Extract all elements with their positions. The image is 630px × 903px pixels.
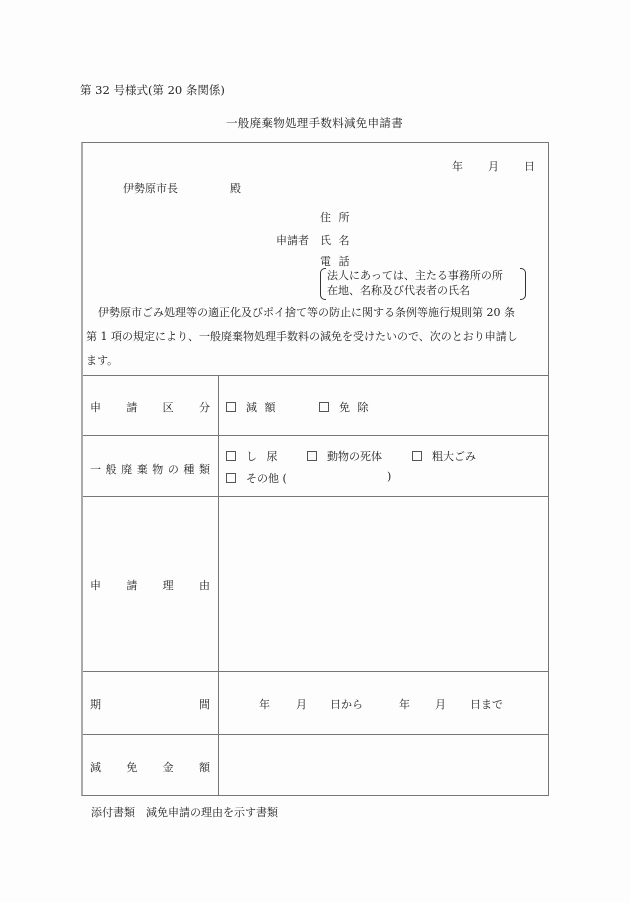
period-to-year: 年 <box>399 698 410 711</box>
date-day: 日 <box>524 160 535 173</box>
date-year: 年 <box>452 160 463 173</box>
other-close-paren: ) <box>387 470 392 483</box>
period-to-month: 月 <box>435 698 446 711</box>
addressee-honorific: 殿 <box>230 182 241 195</box>
body-text-line2: 第 1 項の規定により、一般廃棄物処理手数料の減免を受けたいので、次のとおり申請し <box>86 330 518 343</box>
label-char: 一 <box>90 463 101 476</box>
corporate-note-line1: 法人にあっては、主たる事務所の所 <box>327 269 503 282</box>
row-divider <box>83 435 548 436</box>
right-bracket <box>520 268 526 300</box>
label-char: 種 <box>183 463 195 476</box>
label-char: 申 <box>90 579 101 592</box>
label-char: 般 <box>105 463 117 476</box>
address-label: 住 所 <box>320 211 350 224</box>
body-text-line3: ます。 <box>86 354 119 367</box>
label-char: 理 <box>162 579 174 592</box>
label-char: 減 <box>90 761 101 774</box>
column-divider <box>218 375 219 796</box>
applicant-label: 申請者 <box>276 234 309 247</box>
amount-label <box>90 759 210 775</box>
period-to-day: 日まで <box>470 698 503 711</box>
checkbox-icon[interactable] <box>226 402 236 412</box>
corporate-note-line2: 在地、名称及び代表者の氏名 <box>327 284 470 297</box>
option-label: 免 除 <box>339 401 369 414</box>
label-char: 廃 <box>121 463 133 476</box>
period-from-month: 月 <box>296 698 307 711</box>
label-char: 申 <box>90 401 101 414</box>
label-char: 免 <box>126 761 138 774</box>
period-from-day: 日から <box>330 698 363 711</box>
label-char: 物 <box>152 463 164 476</box>
label-char: 区 <box>162 401 174 414</box>
label-char: 由 <box>198 579 210 592</box>
corporate-note <box>320 268 526 300</box>
label-char: 金 <box>162 761 174 774</box>
checkbox-icon[interactable] <box>319 402 329 412</box>
form-number: 第 32 号様式(第 20 条関係) <box>80 83 225 97</box>
option-label: し 尿 <box>246 450 278 463</box>
left-bracket <box>320 268 326 300</box>
row-divider <box>83 375 548 376</box>
label-char: の <box>167 463 179 476</box>
option-reduction[interactable] <box>226 399 276 415</box>
label-char: 間 <box>199 698 210 711</box>
option-night-soil[interactable] <box>226 448 278 464</box>
amount-field[interactable] <box>220 735 548 795</box>
option-label: その他 ( <box>246 472 287 485</box>
period-label <box>90 696 210 712</box>
reason-label <box>90 577 210 593</box>
checkbox-icon[interactable] <box>412 451 422 461</box>
label-char: 期 <box>90 698 101 711</box>
corporate-note-text <box>327 268 503 298</box>
option-animal-carcass[interactable] <box>307 448 382 464</box>
body-text-line1: 伊勢原市ごみ処理等の適正化及びポイ捨て等の防止に関する条例等施行規則第 20 条 <box>98 306 515 319</box>
label-char: 類 <box>198 463 210 476</box>
label-char: 請 <box>126 401 138 414</box>
period-from-year: 年 <box>259 698 270 711</box>
waste-type-label <box>90 461 210 477</box>
option-label: 減 額 <box>246 401 276 414</box>
name-label: 氏 名 <box>320 234 350 247</box>
category-label <box>90 399 210 415</box>
label-char: 棄 <box>136 463 148 476</box>
option-bulky-waste[interactable] <box>412 448 476 464</box>
label-char: 分 <box>198 401 210 414</box>
checkbox-icon[interactable] <box>226 451 236 461</box>
option-exemption[interactable] <box>319 399 369 415</box>
label-char: 請 <box>126 579 138 592</box>
attachments-note: 添付書類 減免申請の理由を示す書類 <box>91 806 278 819</box>
phone-label: 電 話 <box>320 255 350 268</box>
label-char: 額 <box>198 761 210 774</box>
option-label: 粗大ごみ <box>432 450 476 463</box>
addressee-name: 伊勢原市長 <box>123 182 178 195</box>
date-month: 月 <box>488 160 499 173</box>
row-divider <box>83 671 548 672</box>
checkbox-icon[interactable] <box>307 451 317 461</box>
document-title: 一般廃棄物処理手数料減免申請書 <box>226 116 403 130</box>
option-label: 動物の死体 <box>327 450 382 463</box>
checkbox-icon[interactable] <box>226 473 236 483</box>
reason-field[interactable] <box>220 497 548 670</box>
option-other[interactable] <box>226 470 287 486</box>
